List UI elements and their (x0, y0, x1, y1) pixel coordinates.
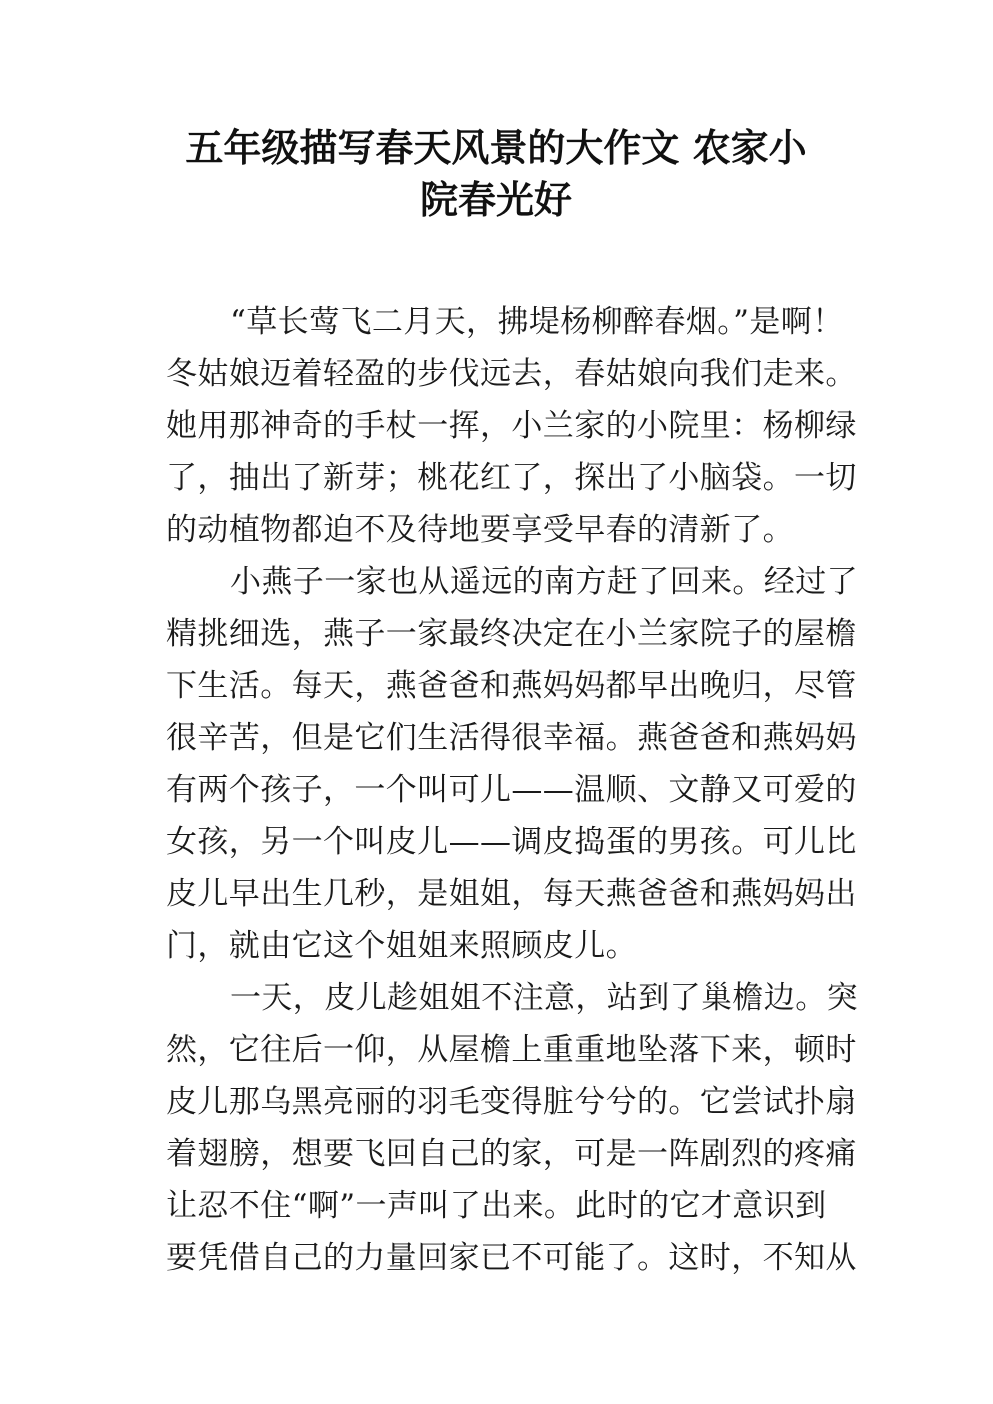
text-line: 有两个孩子，一个叫可儿——温顺、文静又可爱的 (166, 772, 857, 808)
document-title (160, 122, 832, 226)
paragraph-3 (166, 972, 858, 1284)
text-line: 了，抽出了新芽；桃花红了，探出了小脑袋。一切 (166, 460, 857, 496)
text-line: 一天，皮儿趁姐姐不注意，站到了巢檐边。突 (230, 980, 858, 1016)
text-line: 的动植物都迫不及待地要享受早春的清新了。 (166, 512, 794, 548)
text-line: 皮儿那乌黑亮丽的羽毛变得脏兮兮的。它尝试扑扇 (166, 1084, 857, 1120)
paragraph-2 (166, 556, 858, 972)
text-line: 女孩，另一个叫皮儿——调皮捣蛋的男孩。可儿比 (166, 824, 857, 860)
text-line: 皮儿早出生几秒，是姐姐，每天燕爸爸和燕妈妈出 (166, 876, 857, 912)
text-line: 着翅膀，想要飞回自己的家，可是一阵剧烈的疼痛 (166, 1136, 857, 1172)
text-line: 让忍不住“啊”一声叫了出来。此时的它才意识到 (166, 1188, 827, 1224)
paragraph-1 (166, 296, 857, 556)
text-line: 小燕子一家也从遥远的南方赶了回来。经过了 (230, 564, 858, 600)
text-line: 冬姑娘迈着轻盈的步伐远去，春姑娘向我们走来。 (166, 356, 857, 392)
title-line: 五年级描写春天风景的大作文 农家小 (185, 126, 807, 170)
title-line: 院春光好 (419, 178, 572, 222)
text-line: 然，它往后一仰，从屋檐上重重地坠落下来，顿时 (166, 1032, 857, 1068)
document-body (166, 296, 858, 1284)
text-line: 下生活。每天，燕爸爸和燕妈妈都早出晚归，尽管 (166, 668, 857, 704)
text-line: 门，就由它这个姐姐来照顾皮儿。 (166, 928, 637, 964)
text-line: 很辛苦，但是它们生活得很幸福。燕爸爸和燕妈妈 (166, 720, 857, 756)
text-line: 精挑细选，燕子一家最终决定在小兰家院子的屋檐 (166, 616, 857, 652)
text-line: 她用那神奇的手杖一挥，小兰家的小院里：杨柳绿 (166, 408, 857, 444)
text-line: “草长莺飞二月天，拂堤杨柳醉春烟。”是啊！ (230, 304, 844, 340)
text-line: 要凭借自己的力量回家已不可能了。这时，不知从 (166, 1240, 857, 1276)
